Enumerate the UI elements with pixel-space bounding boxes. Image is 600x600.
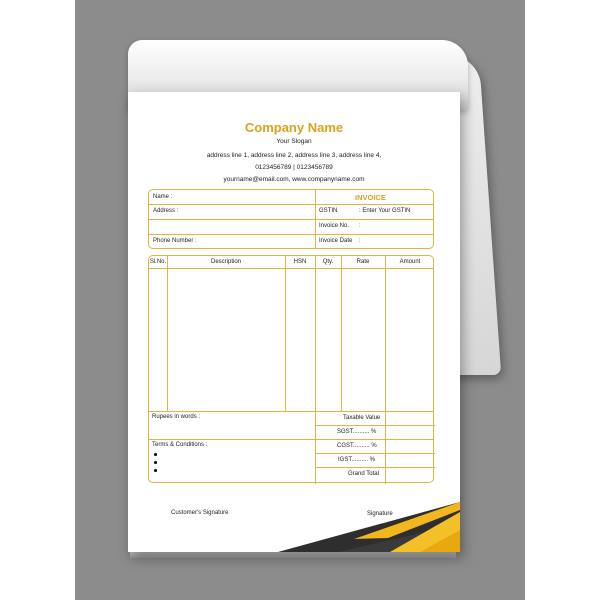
column-header-rate: Rate	[356, 259, 370, 265]
taxable-value-label: Taxable Value	[343, 415, 381, 421]
column-header-description: Description	[210, 259, 241, 265]
column-header-slno: Sl.No.	[149, 259, 167, 265]
terms-conditions-label: Terms & Conditions :	[152, 442, 208, 448]
invoice-date-separator: :	[359, 238, 361, 244]
name-label: Name :	[153, 194, 173, 200]
column-header-amount: Amount	[399, 259, 421, 265]
address-label: Address :	[153, 208, 179, 214]
gstin-label: GSTIN	[319, 208, 338, 214]
invoice-number-label: Invoice No.	[319, 223, 350, 229]
igst-label: IGST.......... %	[338, 457, 376, 463]
customer-signature-label: Customer's Signature	[171, 510, 229, 516]
company-contact: yourname@email.com, www.companyname.com	[223, 176, 365, 183]
phone-number-label: Phone Number :	[153, 238, 197, 244]
company-address: address line 1, address line 2, address line 3, address line 4,	[206, 152, 382, 159]
company-slogan: Your Slogan	[276, 138, 312, 145]
frame-left	[0, 0, 75, 600]
column-header-hsn: HSN	[293, 259, 307, 265]
company-phone: 0123456789 | 0123456789	[255, 164, 333, 171]
corner-decoration	[128, 92, 460, 552]
signature-label: Signature	[367, 511, 393, 517]
invoice-number-separator: :	[359, 223, 361, 229]
column-header-qty: Qty.	[322, 259, 334, 265]
sgst-label: SGST.......... %	[337, 429, 377, 435]
gstin-value: : Enter Your GSTIN	[359, 208, 411, 214]
grand-total-label: Grand Total	[348, 471, 379, 477]
invoice-title: INVOICE	[355, 193, 386, 202]
cgst-label: CGST.......... %	[337, 443, 377, 449]
company-name: Company Name	[244, 120, 344, 135]
invoice-date-label: Invoice Date	[319, 238, 353, 244]
invoice-sheet	[128, 92, 460, 552]
rupees-in-words-label: Rupees in words :	[152, 414, 201, 420]
frame-right	[525, 0, 600, 600]
